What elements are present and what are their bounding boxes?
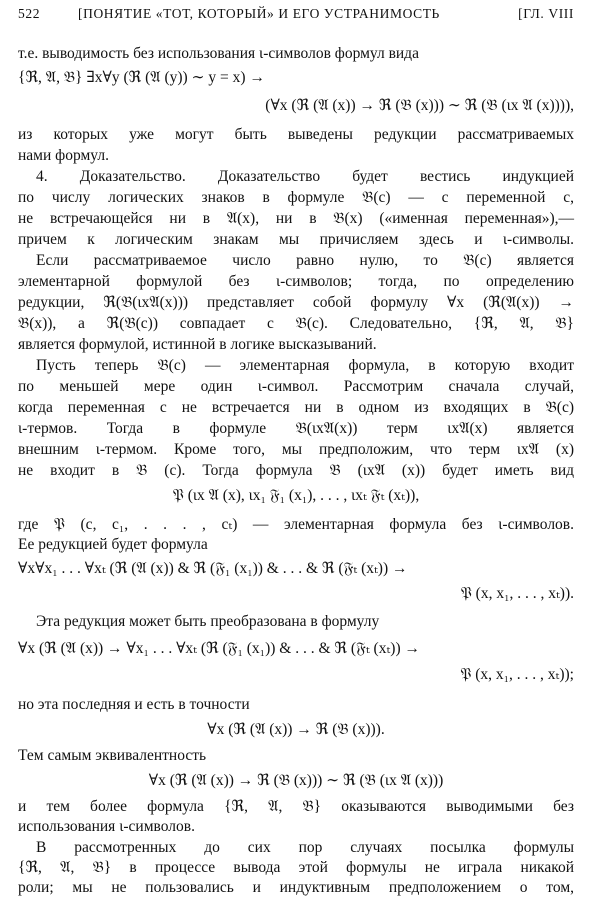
text-line: Эта редукция может быть преобразована в формулу xyxy=(36,613,380,630)
text-line: внешним ι-термом. Кроме того, мы предположим, что терм ιx𝔄 (x) xyxy=(18,441,574,458)
running-title: [ПОНЯТИЕ «ТОТ, КОТОРЫЙ» И ЕГО УСТРАНИМОСТЬ xyxy=(78,6,440,21)
text-line: где 𝔓 (c, c₁, . . . , cₜ) — элементарная формула без ι-символов. xyxy=(18,516,574,533)
text-line: {ℜ, 𝔄, 𝔅} в процессе вывода этой формулы не играла никакой xyxy=(18,859,574,876)
text-line: по меньшей мере один ι-символ. Рассмотрим сначала случай, xyxy=(18,378,574,395)
text-line: т.е. выводимость без использования ι-символов формул вида xyxy=(18,45,419,62)
text-line: причем к логическим знакам мы причисляем здесь и ι-символы. xyxy=(18,231,574,248)
chapter-label: [ГЛ. VIII xyxy=(518,6,574,21)
formula-line: (∀x (ℜ (𝔄 (x)) → ℜ (𝔅 (x))) ∼ ℜ (𝔅 (ιx 𝔄 (x)))), xyxy=(265,97,574,114)
text-line: нами формул. xyxy=(18,147,109,164)
running-header xyxy=(18,6,574,26)
text-line: но эта последняя и есть в точности xyxy=(18,696,250,713)
text-line: Пусть теперь 𝔅(c) — элементарная формула, в которую входит xyxy=(36,357,574,374)
text-line: редукции, ℜ(𝔅(ιx𝔄(x))) представляет собой формулу ∀x (ℜ(𝔄(x)) → xyxy=(18,294,574,311)
text-line: использования ι-символов. xyxy=(18,818,195,835)
text-line: В рассмотренных до сих пор случаях посылка формулы xyxy=(36,839,574,856)
formula-line: ∀x (ℜ (𝔄 (x)) → ∀x₁ . . . ∀xₜ (ℜ (𝔉₁ (x₁)) & . . . & ℜ (𝔉ₜ (xₜ)) → xyxy=(18,640,420,657)
text-line: Тем самым эквивалентность xyxy=(18,747,207,764)
text-line: элементарной формулой без ι-символов; тогда, по определению xyxy=(18,273,574,290)
formula-line: ∀x (ℜ (𝔄 (x)) → ℜ (𝔅 (x))) ∼ ℜ (𝔅 (ιx 𝔄 (x))) xyxy=(148,772,444,789)
formula-line: {ℜ, 𝔄, 𝔅} ∃x∀y (ℜ (𝔄 (y)) ∼ y = x) → xyxy=(18,69,265,86)
formula-line: 𝔓 (x, x₁, . . . , xₜ)). xyxy=(460,585,574,602)
formula-line: 𝔓 (x, x₁, . . . , xₜ)); xyxy=(460,666,574,683)
section-heading-line: 4. Доказательство. Доказательство будет вестись индукцией xyxy=(36,168,574,185)
text-line: когда переменная c не встречается ни в одном из входящих в 𝔅(c) xyxy=(18,399,574,416)
text-line: не встречающейся ни в 𝔄(x), ни в 𝔅(x) («именная переменная»),— xyxy=(18,210,574,227)
text-line: не входит в 𝔅 (c). Тогда формула 𝔅 (ιx𝔄 (x)) будет иметь вид xyxy=(18,462,574,479)
text-line: ι-термов. Тогда в формуле 𝔅(ιx𝔄(x)) терм ιx𝔄(x) является xyxy=(18,420,574,437)
text-line: Ее редукцией будет формула xyxy=(18,536,208,553)
page-number: 522 xyxy=(18,6,41,21)
text-line: Если рассматриваемое число равно нулю, то 𝔅(c) является xyxy=(36,252,574,269)
text-line: роли; мы не пользовались и индуктивным предположением о том, xyxy=(18,879,574,896)
formula-line: ∀x∀x₁ . . . ∀xₜ (ℜ (𝔄 (x)) & ℜ (𝔉₁ (x₁)) & . . . & ℜ (𝔉ₜ (xₜ)) → xyxy=(18,560,408,577)
formula-line: 𝔓 (ιx 𝔄 (x), ιx₁ 𝔉₁ (x₁), . . . , ιxₜ 𝔉ₜ (xₜ)), xyxy=(172,487,420,504)
text-line: является формулой, истинной в логике высказываний. xyxy=(18,336,377,353)
text-line: по числу логических знаков в формуле 𝔅(c) — с переменной c, xyxy=(18,189,574,206)
text-line: 𝔅(x)), а ℜ(𝔅(c)) совпадает с 𝔅(c). Следовательно, {ℜ, 𝔄, 𝔅} xyxy=(18,315,574,332)
text-line: из которых уже могут быть выведены редукции рассматриваемых xyxy=(18,126,574,143)
formula-line: ∀x (ℜ (𝔄 (x)) → ℜ (𝔅 (x))). xyxy=(207,721,385,738)
text-line: и тем более формула {ℜ, 𝔄, 𝔅} оказываются выводимыми без xyxy=(18,798,574,815)
